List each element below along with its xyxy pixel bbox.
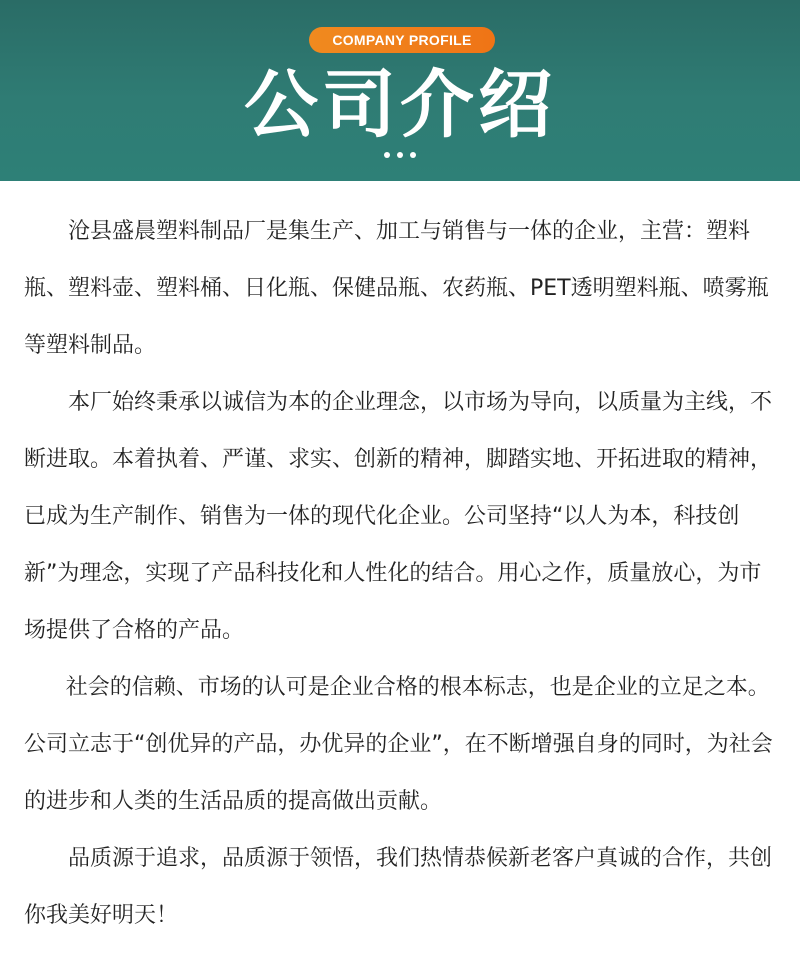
dot-icon xyxy=(384,152,390,158)
page-title: 公司介绍 xyxy=(244,62,556,148)
paragraph-closing: 品质源于追求，品质源于领悟，我们热情恭候新老客户真诚的合作，共创你我美好明天！ xyxy=(24,846,773,928)
paragraph-intro: 沧县盛晨塑料制品厂是集生产、加工与销售与一体的企业，主营：塑料瓶、塑料壶、塑料桶、日化瓶、保健品瓶、农药瓶、PET透明塑料瓶、喷雾瓶等塑料制品。 xyxy=(24,219,769,358)
company-profile-badge: COMPANY PROFILE xyxy=(309,27,495,53)
company-description xyxy=(0,181,800,944)
dot-icon xyxy=(410,152,416,158)
dot-icon xyxy=(397,152,403,158)
paragraph-mission: 社会的信赖、市场的认可是企业合格的根本标志，也是企业的立足之本。公司立志于“创优异的产品，办优异的企业”，在不断增强自身的同时，为社会的进步和人类的生活品质的提高做出贡献。 xyxy=(24,675,773,814)
paragraph-philosophy: 本厂始终秉承以诚信为本的企业理念，以市场为导向，以质量为主线，不断进取。本着执着、严谨、求实、创新的精神，脚踏实地、开拓进取的精神，已成为生产制作、销售为一体的现代化企业。公司坚持“以人为本，科技创新”为理念，实现了产品科技化和人性化的结合。用心之作，质量放心，为市场提供了合格的产品。 xyxy=(24,390,773,643)
decorative-dots xyxy=(0,152,800,158)
header-banner xyxy=(0,0,800,181)
